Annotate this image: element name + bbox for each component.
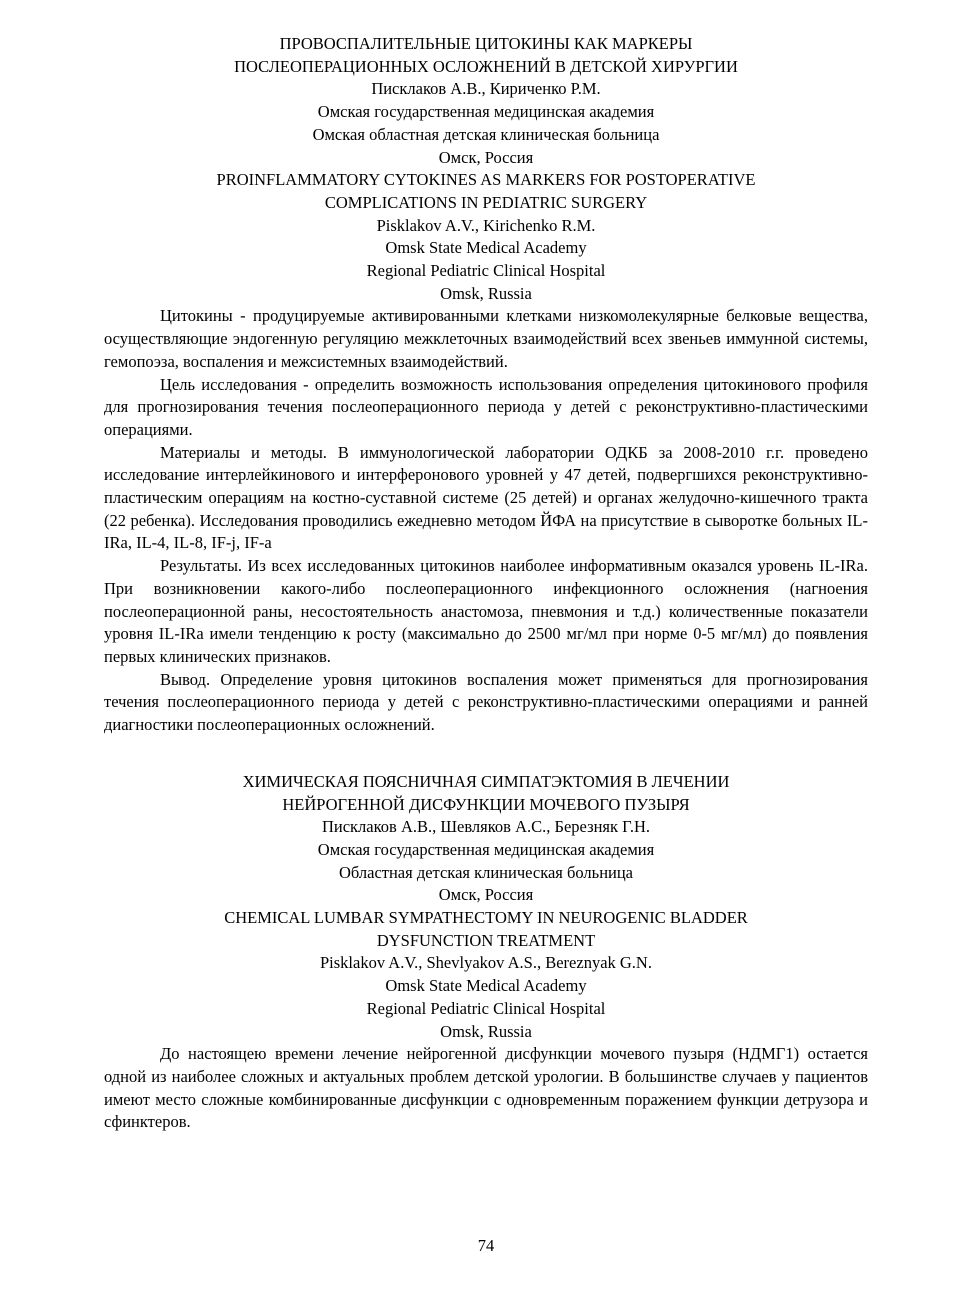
article-title-en-line: PROINFLAMMATORY CYTOKINES AS MARKERS FOR POSTOPERATIVE [216, 170, 756, 190]
body-paragraph: Вывод. Определение уровня цитокинов воспаления может применяться для прогнозирования течения послеоперационного периода у детей с реконструктивно-пластическими операциями и ранней диагностики послеоперационных осложнений. [104, 669, 868, 735]
article-1 [104, 33, 868, 737]
affiliation-ru: Омская государственная медицинская академия [317, 102, 655, 122]
affiliation-ru: Омская областная детская клиническая больница [312, 124, 660, 144]
city-ru: Омск, Россия [438, 147, 534, 167]
body-paragraph: Материалы и методы. В иммунологической лаборатории ОДКБ за 2008-2010 г.г. проведено исследование интерлейкинового и интерферонового уровней у 47 детей, подвергшихся реконструктивно-пластическим операциям на костно-суставной системе (25 детей) и органах желудочно-кишечного тракта (22 ребенка). Исследования проводились ежедневно методом ЙФА на присутствие в сыворотке больных IL-IRa, IL-4, IL-8, IF-j, IF-a [104, 442, 868, 553]
article-title-en-line: CHEMICAL LUMBAR SYMPATHECTOMY IN NEUROGENIC BLADDER [224, 908, 748, 928]
body-paragraph: Цитокины - продуцируемые активированными клетками низкомолекулярные белковые вещества, осуществляющие эндогенную регуляцию межклеточных взаимодействий всех звеньев иммунной системы, гемопоэза, воспаления и межсистемных взаимодействий. [104, 306, 868, 371]
article-title-ru-line: ХИМИЧЕСКАЯ ПОЯСНИЧНАЯ СИМПАТЭКТОМИЯ В ЛЕЧЕНИИ [242, 771, 730, 791]
article-title-en-line: COMPLICATIONS IN PEDIATRIC SURGERY [324, 192, 648, 212]
authors-en: Pisklakov A.V., Kirichenko R.M. [376, 215, 596, 235]
body-paragraph: До настоящею времени лечение нейрогенной дисфункции мочевого пузыря (НДМГ1) остается одной из наиболее сложных и актуальных проблем детской урологии. В большинстве случаев у пациентов имеют место сложные комбинированные дисфункции с одновременным поражением функции детрузора и сфинктеров. [104, 1044, 868, 1132]
affiliation-en: Omsk State Medical Academy [385, 238, 587, 258]
body-paragraph: Цель исследования - определить возможность использования определения цитокинового профиля для прогнозирования течения послеоперационного периода у детей с реконструктивно-пластическими операциями. [104, 374, 868, 439]
article-title-ru-line: ПОСЛЕОПЕРАЦИОННЫХ ОСЛОЖНЕНИЙ В ДЕТСКОЙ ХИРУРГИИ [234, 56, 738, 76]
city-en: Omsk, Russia [440, 283, 532, 303]
affiliation-en: Regional Pediatric Clinical Hospital [366, 261, 606, 281]
authors-en: Pisklakov A.V., Shevlyakov A.S., Bereznyak G.N. [320, 953, 652, 973]
authors-ru: Писклаков А.В., Кириченко Р.М. [371, 79, 601, 99]
section-spacer [104, 737, 868, 771]
affiliation-ru: Областная детская клиническая больница [338, 862, 634, 882]
article-title-en-line: DYSFUNCTION TREATMENT [376, 930, 596, 950]
article-title-ru-line: ПРОВОСПАЛИТЕЛЬНЫЕ ЦИТОКИНЫ КАК МАРКЕРЫ [279, 34, 693, 53]
body-paragraph: Результаты. Из всех исследованных цитокинов наиболее информативным оказался уровень IL-IRa. При возникновении какого-либо послеоперационного инфекционного осложнения (нагноения послеоперационной раны, несостоятельность анастомоза, пневмония и т.д.) количественные показатели уровня IL-IRa имели тенденцию к росту (максимально до 2500 мг/мл при норме 0-5 мг/мл) до появления первых клинических признаков. [104, 556, 868, 666]
affiliation-ru: Омская государственная медицинская академия [317, 839, 655, 859]
affiliation-en: Regional Pediatric Clinical Hospital [366, 998, 606, 1018]
affiliation-en: Omsk State Medical Academy [385, 976, 587, 996]
city-ru: Омск, Россия [438, 885, 534, 905]
authors-ru: Писклаков А.В., Шевляков А.С., Березняк Г.Н. [321, 817, 651, 837]
page-number: 74 [477, 1236, 495, 1255]
city-en: Omsk, Russia [440, 1021, 532, 1041]
article-2 [104, 771, 868, 1134]
article-title-ru-line: НЕЙРОГЕННОЙ ДИСФУНКЦИИ МОЧЕВОГО ПУЗЫРЯ [282, 794, 690, 814]
